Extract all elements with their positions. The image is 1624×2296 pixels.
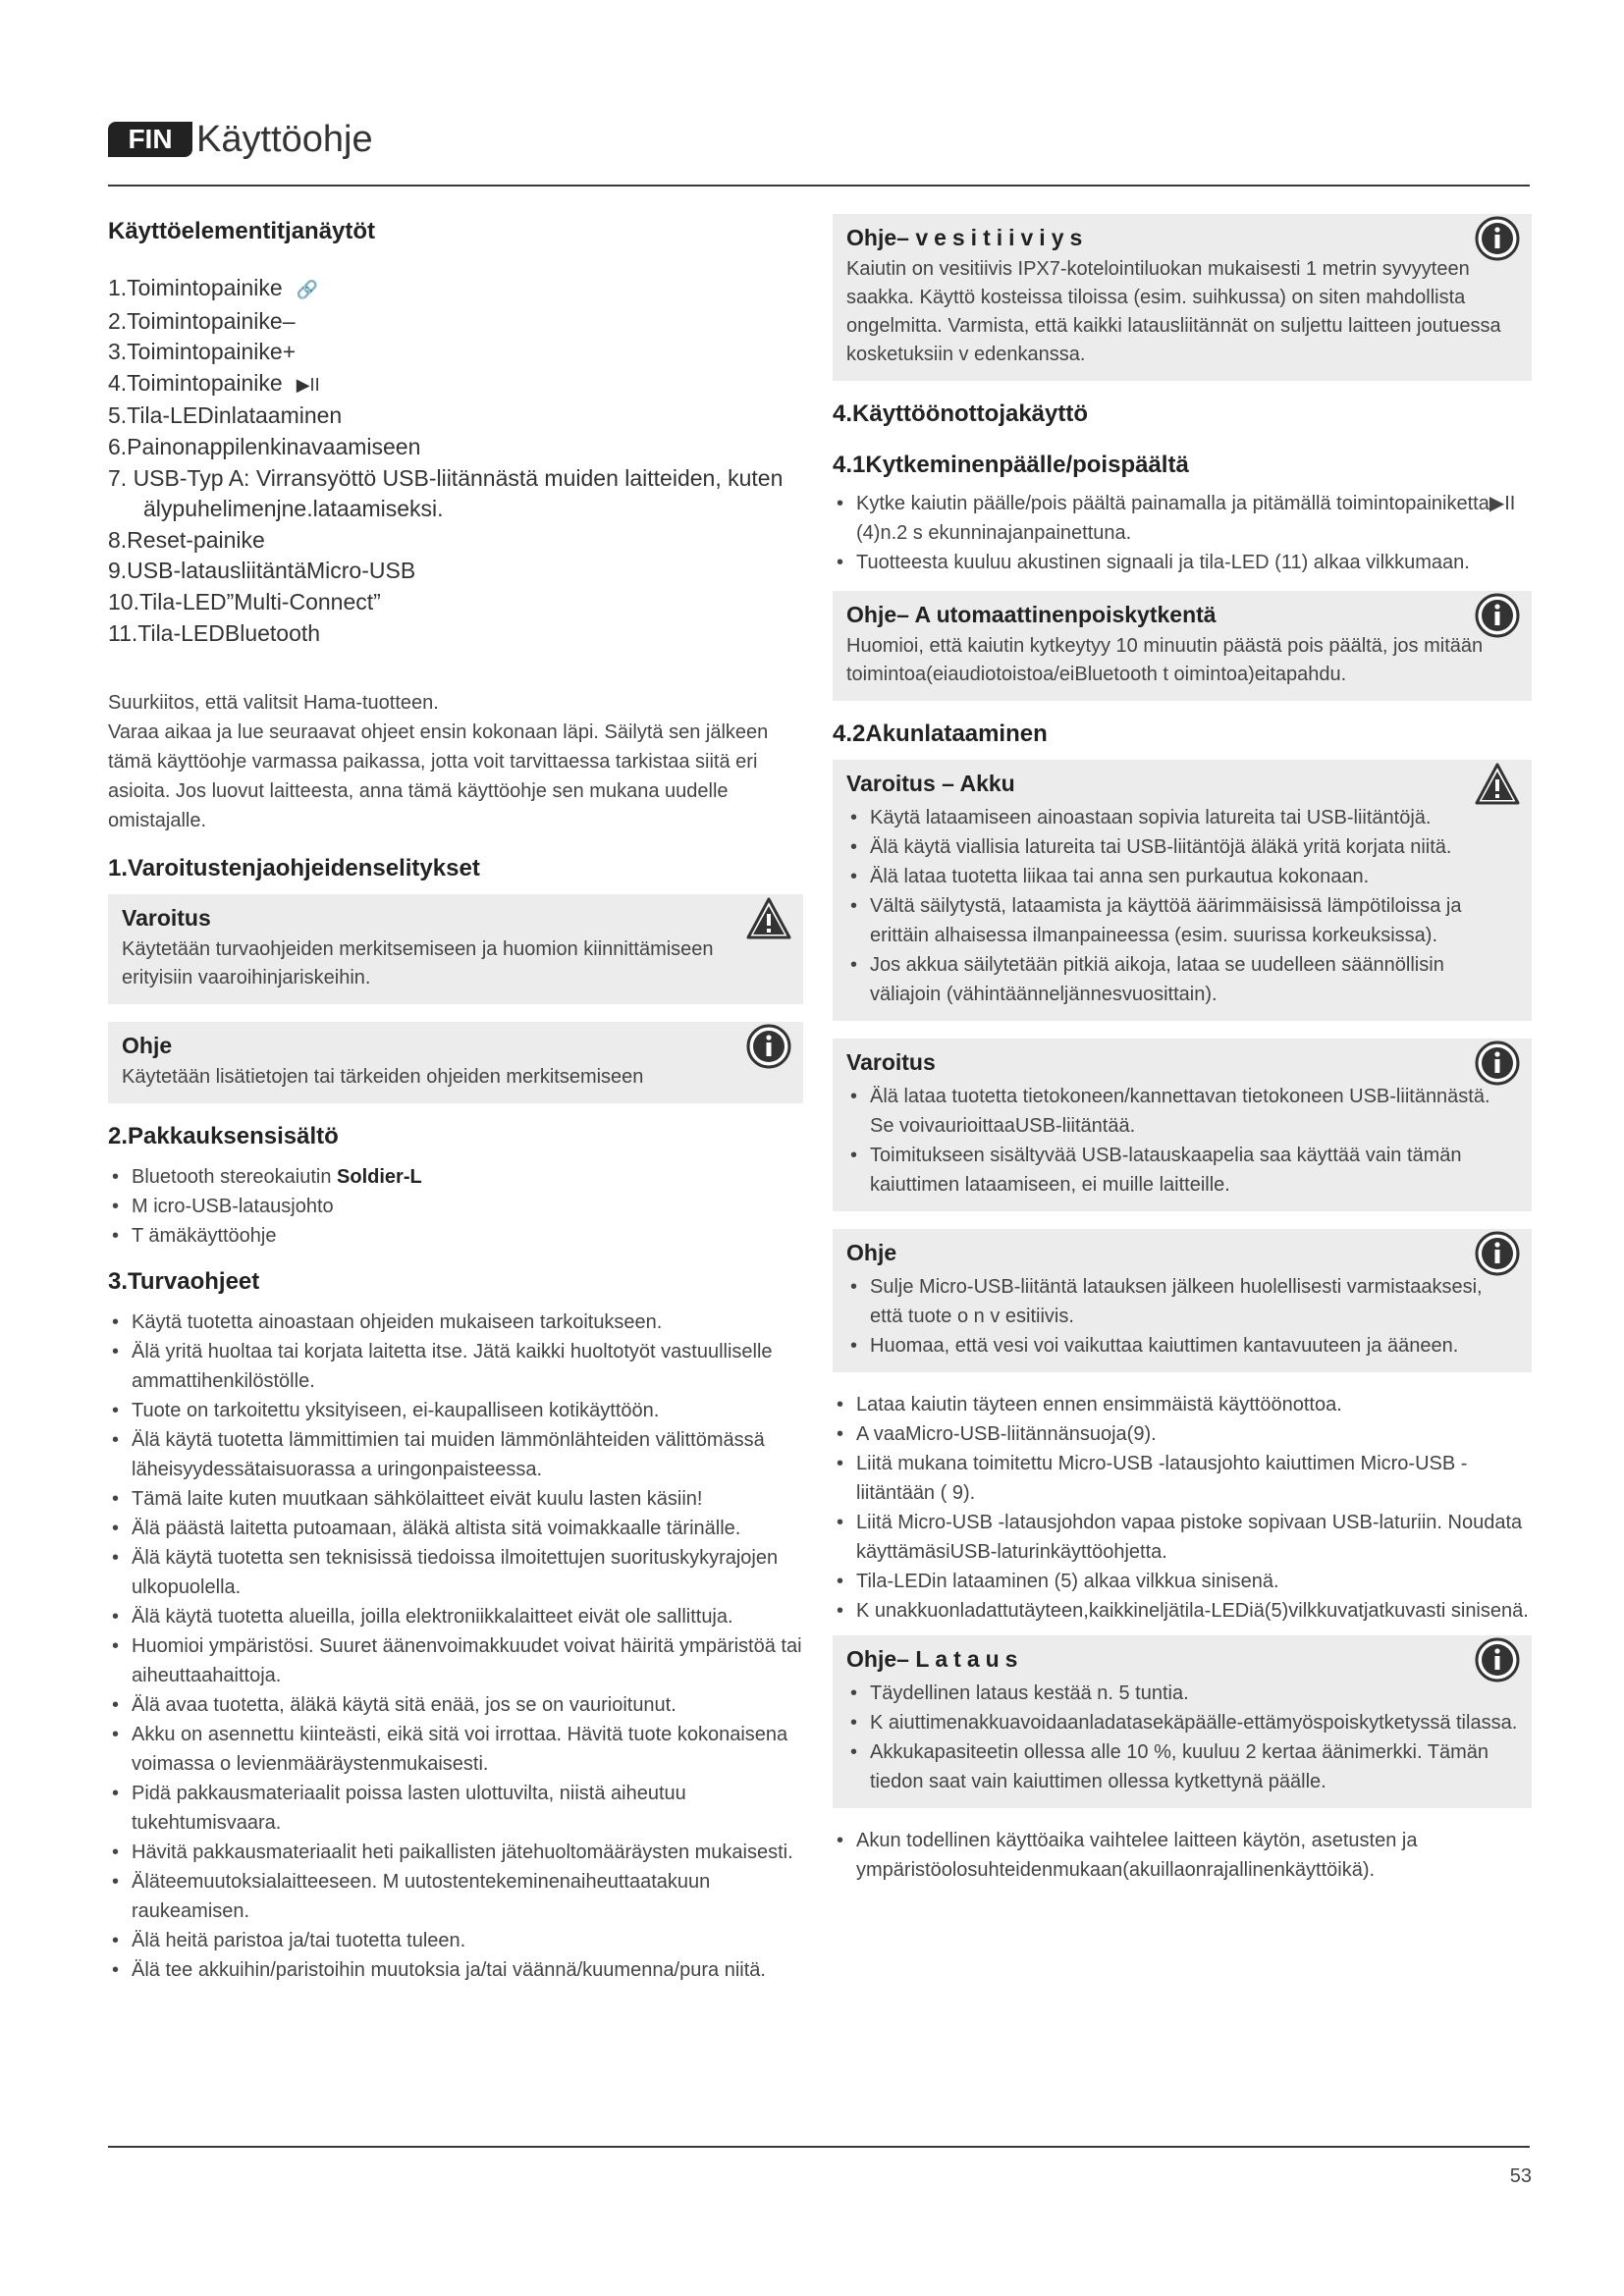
list-item: • Akkukapasiteetin ollessa alle 10 %, kuuluu 2 kertaa äänimerkki. Tämän tiedon saat vain kaiuttimen ollessa kytkettynä päälle. xyxy=(846,1737,1518,1796)
usb-cover-note-box xyxy=(833,1229,1532,1372)
warning-triangle-icon xyxy=(1475,762,1520,807)
list-item: • Äläteemuutoksialaitteeseen. M uutostentekeminenaiheuttaatakuun raukeamisen. xyxy=(108,1867,803,1926)
box-title: Varoitus xyxy=(846,1049,936,1075)
list-item: • Kytke kaiutin päälle/pois päältä painamalla ja pitämällä toimintopainiketta▶II (4)n.2 s ekunninajanpainettuna. xyxy=(833,489,1532,548)
list-item: • Toimitukseen sisältyvää USB-latauskaapelia saa käyttää vain tämän kaiuttimen lataamiseen, ei muille laitteille. xyxy=(846,1141,1518,1200)
list-item: • Älä käytä viallisia latureita tai USB-liitäntöjä äläkä yritä korjata niitä. xyxy=(846,832,1518,862)
list-item: 4.Toimintopainike ▶II xyxy=(108,368,803,401)
list-item: • Älä käytä tuotetta lämmittimien tai muiden lämmönlähteiden välittömässä läheisyydessätaisuorassa a uringonpaisteessa. xyxy=(108,1425,803,1484)
section-2-heading: 2.Pakkauksensisältö xyxy=(108,1123,339,1150)
info-circle-icon xyxy=(1475,593,1520,638)
list-item: 5.Tila-LEDinlataaminen xyxy=(108,402,343,429)
list-item: 10.Tila-LED”Multi-Connect” xyxy=(108,588,381,614)
box-title: Ohje xyxy=(846,1240,897,1265)
box-title: Ohje xyxy=(122,1033,173,1059)
box-text: Käytetään turvaohjeiden merkitsemiseen ja huomion kiinnittämiseen erityisiin vaaroihinjariskeihin. xyxy=(122,938,714,989)
info-circle-icon xyxy=(1475,1041,1520,1086)
note-list xyxy=(846,1272,1518,1361)
list-item: 11.Tila-LEDBluetooth xyxy=(108,619,321,646)
list-item: • Huomioi ympäristösi. Suuret äänenvoimakkuudet voivat häiritä ympäristöä tai aiheuttaahaittoja. xyxy=(108,1631,803,1690)
box-text: Käytetään lisätietojen tai tärkeiden ohjeiden merkitsemiseen xyxy=(122,1066,644,1089)
info-circle-icon xyxy=(1475,1231,1520,1276)
list-item: • Älä päästä laitetta putoamaan, äläkä altista sitä voimakkaalle tärinälle. xyxy=(108,1514,803,1543)
list-item: 6.Painonappilenkinavaamiseen xyxy=(108,433,421,459)
list-item: • Tämä laite kuten muutkaan sähkölaitteet eivät kuulu lasten käsiin! xyxy=(108,1484,803,1514)
list-item: • Liitä mukana toimitettu Micro-USB -latausjohto kaiuttimen Micro-USB -liitäntään ( 9). xyxy=(833,1449,1532,1508)
list-item: • Lataa kaiutin täyteen ennen ensimmäistä käyttöönottoa. xyxy=(833,1390,1532,1419)
list-item: • Älä käytä tuotetta alueilla, joilla elektroniikkalaitteet eivät ole sallittuja. xyxy=(108,1602,803,1631)
list-item: • T ämäkäyttöohje xyxy=(108,1221,803,1251)
list-item: • Tuote on tarkoitettu yksityiseen, ei-kaupalliseen kotikäyttöön. xyxy=(108,1396,803,1425)
list-item: 8.Reset-painike xyxy=(108,526,265,553)
list-item: • Sulje Micro-USB-liitäntä latauksen jälkeen huolellisesti varmistaaksesi, että tuote o n v esitiivis. xyxy=(846,1272,1518,1331)
list-item: • Hävitä pakkausmateriaalit heti paikallisten jätehuoltomääräysten mukaisesti. xyxy=(108,1838,803,1867)
list-item: 1.Toimintopainike 🔗 xyxy=(108,273,803,306)
list-item: 2.Toimintopainike– xyxy=(108,307,296,334)
list-item: • Älä heitä paristoa ja/tai tuotetta tuleen. xyxy=(108,1926,803,1955)
intro-paragraph: Suurkiitos, että valitsit Hama-tuotteen. Varaa aikaa ja lue seuraavat ohjeet ensin kokonaan läpi. Säilytä sen jälkeen tämä käyttöohje varmassa paikassa, jotta voit tarvittaessa tarkistaa siitä eri asioita. Jos luovut laitteesta, anna tämä käyttöohje sen mukana uudelle omistajalle. xyxy=(108,692,769,832)
section-3-heading: 3.Turvaohjeet xyxy=(108,1268,260,1296)
list-item: • Akku on asennettu kiinteästi, eikä sitä voi irrottaa. Hävitä tuote kokonaisena voimassa o levienmääräystenmukaisesti. xyxy=(108,1720,803,1779)
charging-steps-list xyxy=(833,1390,1532,1626)
list-item: • Älä lataa tuotetta tietokoneen/kannettavan tietokoneen USB-liitännästä. Se voivaurioittaaUSB-liitäntää. xyxy=(846,1082,1518,1141)
section-4-heading: 4.Käyttöönottojakäyttö xyxy=(833,400,1089,427)
list-item: 7. USB-Typ A: Virransyöttö USB-liitännästä muiden laitteiden, kuten älypuhelimenjne.lataamiseksi. xyxy=(108,464,784,522)
box-title: Varoitus – Akku xyxy=(846,771,1015,796)
list-item: • Liitä Micro-USB -latausjohdon vapaa pistoke sopivaan USB-laturiin. Noudata käyttämäsiUSB-laturinkäyttöohjetta. xyxy=(833,1508,1532,1567)
safety-list xyxy=(108,1308,803,1985)
play-pause-icon: ▶II xyxy=(296,374,320,395)
usb-warning-list xyxy=(846,1082,1518,1200)
list-item: • Pidä pakkausmateriaalit poissa lasten ulottuvilta, niistä aiheutuu tukehtumisvaara. xyxy=(108,1779,803,1838)
water-resistance-box xyxy=(833,214,1532,381)
power-list xyxy=(833,489,1532,577)
section-4-1-heading: 4.1Kytkeminenpäälle/poispäältä xyxy=(833,452,1189,478)
box-text: Kaiutin on vesitiivis IPX7-kotelointiluokan mukaisesti 1 metrin syvyyteen saakka. Käyttö kosteissa tiloissa (esim. suihkussa) on siten mahdollista ongelmitta. Varmista, että kaikki latausliitännät on suljettu laitteen joutuessa kosketuksiin v edenkanssa. xyxy=(846,258,1501,365)
battery-warning-list xyxy=(846,803,1518,1009)
box-title: Ohje– Lataus xyxy=(846,1646,1024,1672)
list-item: • Tuotteesta kuuluu akustinen signaali ja tila-LED (11) alkaa vilkkumaan. xyxy=(833,548,1532,577)
list-item: • Vältä säilytystä, lataamista ja käyttöä äärimmäisissä lämpötiloissa ja erittäin alhaisessa ilmanpaineessa (esim. suurissa korkeuksissa). xyxy=(846,891,1518,950)
list-item: • Täydellinen lataus kestää n. 5 tuntia. xyxy=(846,1679,1518,1708)
charging-note-box xyxy=(833,1635,1532,1808)
warning-box xyxy=(108,894,803,1004)
note-box xyxy=(108,1022,803,1103)
list-item: • Tila-LEDin lataaminen (5) alkaa vilkkua sinisenä. xyxy=(833,1567,1532,1596)
info-circle-icon xyxy=(1475,1637,1520,1682)
language-badge: FIN xyxy=(108,122,192,157)
box-title: Ohje– vesitiiviys xyxy=(846,225,1089,250)
document-title: Käyttöohje xyxy=(196,119,373,160)
battery-life-list xyxy=(833,1826,1532,1885)
list-item: • Jos akkua säilytetään pitkiä aikoja, lataa se uudelleen säännöllisin väliajoin (vähintäänneljännesvuosittain). xyxy=(846,950,1518,1009)
footer-divider xyxy=(108,2146,1530,2148)
controls-list xyxy=(108,273,803,649)
list-item: • Käytä lataamiseen ainoastaan sopivia latureita tai USB-liitäntöjä. xyxy=(846,803,1518,832)
battery-warning-box xyxy=(833,760,1532,1021)
box-text: Huomioi, että kaiutin kytkeytyy 10 minuutin päästä pois päältä, jos mitään toimintoa(eiaudiotoistoa/eiBluetooth t oimintoa)eitapahdu. xyxy=(846,635,1484,685)
left-column xyxy=(108,208,803,1985)
usb-warning-box xyxy=(833,1039,1532,1211)
auto-off-box xyxy=(833,591,1532,701)
list-item: 9.USB-latausliitäntäMicro-USB xyxy=(108,558,416,584)
list-item: • Älä käytä tuotetta sen teknisissä tiedoissa ilmoitettujen suorituskykyrajojen ulkopuolella. xyxy=(108,1543,803,1602)
list-item: • Älä lataa tuotetta liikaa tai anna sen purkautua kokonaan. xyxy=(846,862,1518,891)
list-item: • Käytä tuotetta ainoastaan ohjeiden mukaiseen tarkoitukseen. xyxy=(108,1308,803,1337)
list-item: • K aiuttimenakkuavoidaanladatasekäpäälle-ettämyöspoiskytketyssä tilassa. xyxy=(846,1708,1518,1737)
list-item: • Älä tee akkuihin/paristoihin muutoksia ja/tai väännä/kuumenna/pura niitä. xyxy=(108,1955,803,1985)
info-circle-icon xyxy=(1475,216,1520,261)
list-item: 3.Toimintopainike+ xyxy=(108,339,297,365)
list-item: • Bluetooth stereokaiutin Soldier-L xyxy=(108,1162,803,1192)
package-list xyxy=(108,1162,803,1251)
charging-note-list xyxy=(846,1679,1518,1796)
list-item: • Älä yritä huoltaa tai korjata laitetta itse. Jätä kaikki huoltotyöt vastuulliselle ammattihenkilöstölle. xyxy=(108,1337,803,1396)
list-item: • K unakkuonladattutäyteen,kaikkineljätila-LEDiä(5)vilkkuvatjatkuvasti sinisenä. xyxy=(833,1596,1532,1626)
info-circle-icon xyxy=(746,1024,791,1069)
link-icon: 🔗 xyxy=(296,280,319,299)
box-title: Varoitus xyxy=(122,905,211,932)
controls-heading: Käyttöelementitjanäytöt xyxy=(108,218,376,244)
box-title: Ohje– A utomaattinenpoiskytkentä xyxy=(846,602,1217,627)
right-column xyxy=(833,208,1532,1885)
list-item: • Akun todellinen käyttöaika vaihtelee laitteen käytön, asetusten ja ympäristöolosuhteidenmukaan(akuillaonrajallinenkäyttöikä). xyxy=(833,1826,1532,1885)
list-item: • A vaaMicro-USB-liitännänsuoja(9). xyxy=(833,1419,1532,1449)
list-item: • M icro-USB-latausjohto xyxy=(108,1192,803,1221)
list-item: • Huomaa, että vesi voi vaikuttaa kaiuttimen kantavuuteen ja ääneen. xyxy=(846,1331,1518,1361)
warning-triangle-icon xyxy=(746,896,791,941)
list-item: • Älä avaa tuotetta, äläkä käytä sitä enää, jos se on vaurioitunut. xyxy=(108,1690,803,1720)
section-1-heading: 1.Varoitustenjaohjeidenselitykset xyxy=(108,855,480,882)
section-4-2-heading: 4.2Akunlataaminen xyxy=(833,721,1048,747)
page-number: 53 xyxy=(1509,2165,1532,2187)
page-header xyxy=(108,116,1530,187)
